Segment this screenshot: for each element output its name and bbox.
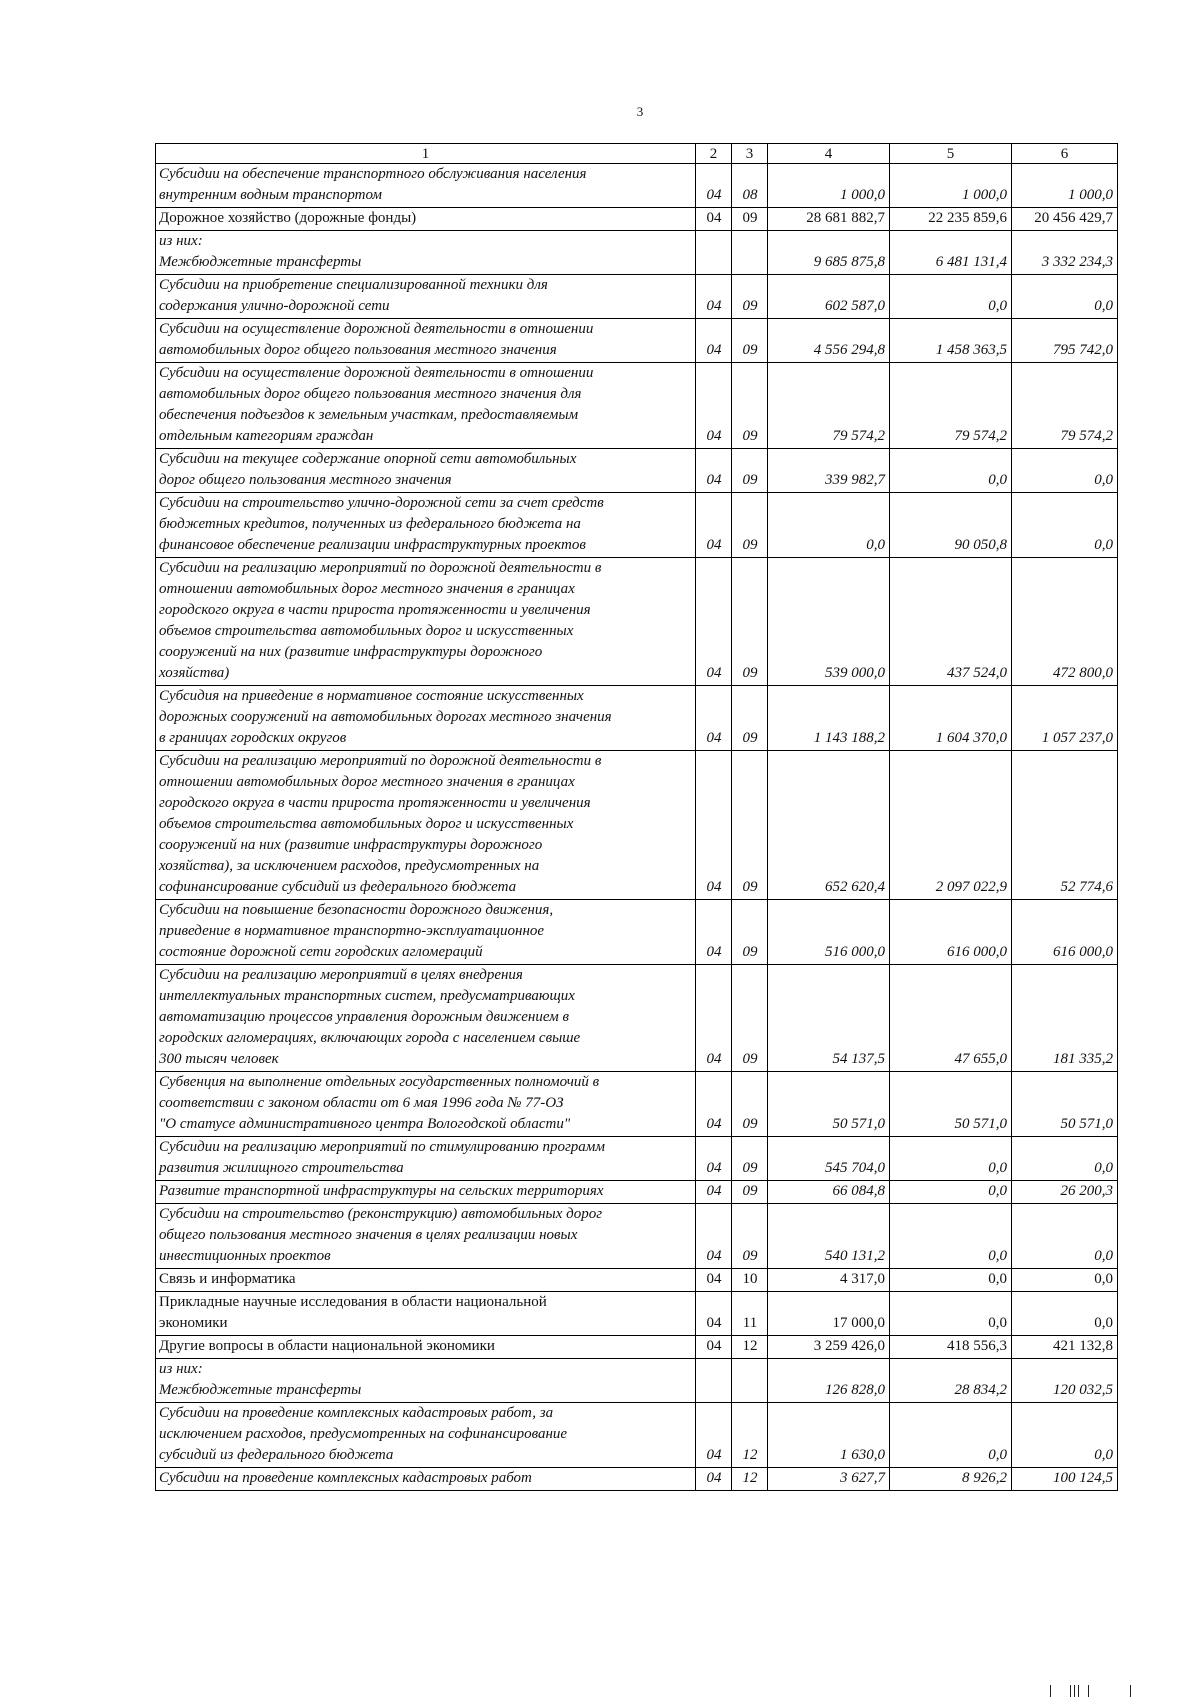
row-value-col5: 437 524,0: [890, 558, 1012, 686]
row-subsection-code: 09: [732, 558, 768, 686]
table-row: [156, 1181, 1118, 1204]
row-subsection-code: 12: [732, 1403, 768, 1468]
row-section-code: 04: [696, 1403, 732, 1468]
row-value-col5: 1 604 370,0: [890, 686, 1012, 751]
row-value-col5: 0,0: [890, 449, 1012, 493]
row-subsection-code: 09: [732, 493, 768, 558]
table-row: [156, 686, 1118, 751]
row-name-cell: Связь и информатика: [156, 1269, 696, 1292]
row-value-col4: 602 587,0: [768, 275, 890, 319]
row-value-col4: 66 084,8: [768, 1181, 890, 1204]
table-row: [156, 965, 1118, 1072]
row-value-col5: 8 926,2: [890, 1468, 1012, 1491]
row-value-col4: 539 000,0: [768, 558, 890, 686]
row-value-col4: 516 000,0: [768, 900, 890, 965]
row-value-col4: 1 143 188,2: [768, 686, 890, 751]
row-value-col4: 9 685 875,8: [768, 231, 890, 275]
row-value-col4: 126 828,0: [768, 1359, 890, 1403]
row-value-col5: 22 235 859,6: [890, 208, 1012, 231]
row-subsection-code: 08: [732, 164, 768, 208]
row-section-code: 04: [696, 900, 732, 965]
row-value-col6: 616 000,0: [1012, 900, 1118, 965]
row-name-cell: Субсидии на проведение комплексных кадастровых работ, за исключением расходов, предусмотренных на софинансирование субсидий из федерального бюджета: [156, 1403, 696, 1468]
row-subsection-code: 09: [732, 319, 768, 363]
row-subsection-code: 09: [732, 1181, 768, 1204]
row-subsection-code: 09: [732, 275, 768, 319]
row-value-col4: 4 556 294,8: [768, 319, 890, 363]
row-value-col6: 0,0: [1012, 1137, 1118, 1181]
table-row: [156, 363, 1118, 449]
row-value-col6: 0,0: [1012, 1292, 1118, 1336]
row-value-col6: 120 032,5: [1012, 1359, 1118, 1403]
row-name-cell: Субсидии на обеспечение транспортного обслуживания населения внутренним водным транспортом: [156, 164, 696, 208]
row-section-code: 04: [696, 558, 732, 686]
row-name-cell: Субсидии на повышение безопасности дорожного движения, приведение в нормативное транспортно-эксплуатационное состояние дорожной сети городских агломераций: [156, 900, 696, 965]
row-subsection-code: 09: [732, 1137, 768, 1181]
table-row: [156, 1292, 1118, 1336]
row-value-col5: 0,0: [890, 1292, 1012, 1336]
col-header-6: 6: [1012, 144, 1118, 164]
row-name-cell: Прикладные научные исследования в области национальной экономики: [156, 1292, 696, 1336]
row-value-col6: 421 132,8: [1012, 1336, 1118, 1359]
row-subsection-code: 09: [732, 208, 768, 231]
row-section-code: 04: [696, 965, 732, 1072]
row-name-cell: из них: Межбюджетные трансферты: [156, 231, 696, 275]
row-value-col5: 0,0: [890, 275, 1012, 319]
row-value-col6: 20 456 429,7: [1012, 208, 1118, 231]
row-name-cell: Другие вопросы в области национальной экономики: [156, 1336, 696, 1359]
row-value-col6: 100 124,5: [1012, 1468, 1118, 1491]
row-value-col6: 3 332 234,3: [1012, 231, 1118, 275]
row-section-code: 04: [696, 686, 732, 751]
row-name-cell: Субсидии на реализацию мероприятий по стимулированию программ развития жилищного строительства: [156, 1137, 696, 1181]
row-section-code: 04: [696, 751, 732, 900]
row-name-cell: Развитие транспортной инфраструктуры на сельских территориях: [156, 1181, 696, 1204]
table-row: [156, 208, 1118, 231]
row-section-code: 04: [696, 208, 732, 231]
row-name-cell: Субсидии на текущее содержание опорной сети автомобильных дорог общего пользования местного значения: [156, 449, 696, 493]
row-value-col5: 6 481 131,4: [890, 231, 1012, 275]
table-row: [156, 1359, 1118, 1403]
row-value-col5: 0,0: [890, 1204, 1012, 1269]
row-section-code: 04: [696, 1137, 732, 1181]
row-value-col6: 1 000,0: [1012, 164, 1118, 208]
row-value-col4: 17 000,0: [768, 1292, 890, 1336]
row-subsection-code: 12: [732, 1468, 768, 1491]
table-row: [156, 449, 1118, 493]
row-value-col6: 1 057 237,0: [1012, 686, 1118, 751]
table-body: [156, 164, 1118, 1491]
row-section-code: 04: [696, 164, 732, 208]
row-value-col5: 2 097 022,9: [890, 751, 1012, 900]
row-section-code: 04: [696, 1072, 732, 1137]
row-name-cell: Субсидии на проведение комплексных кадастровых работ: [156, 1468, 696, 1491]
row-value-col4: 339 982,7: [768, 449, 890, 493]
row-section-code: 04: [696, 1204, 732, 1269]
table-row: [156, 1468, 1118, 1491]
row-value-col6: 0,0: [1012, 493, 1118, 558]
row-subsection-code: 10: [732, 1269, 768, 1292]
row-subsection-code: [732, 231, 768, 275]
row-value-col6: 472 800,0: [1012, 558, 1118, 686]
row-value-col5: 1 000,0: [890, 164, 1012, 208]
row-value-col4: 652 620,4: [768, 751, 890, 900]
row-value-col4: 79 574,2: [768, 363, 890, 449]
row-value-col6: 0,0: [1012, 449, 1118, 493]
row-subsection-code: 09: [732, 965, 768, 1072]
row-value-col5: 0,0: [890, 1403, 1012, 1468]
table-row: [156, 1403, 1118, 1468]
col-header-4: 4: [768, 144, 890, 164]
table-row: [156, 319, 1118, 363]
row-subsection-code: 09: [732, 751, 768, 900]
row-value-col5: 0,0: [890, 1181, 1012, 1204]
table-row: [156, 493, 1118, 558]
row-name-cell: Субсидии на осуществление дорожной деятельности в отношении автомобильных дорог общего пользования местного значения: [156, 319, 696, 363]
row-value-col5: 90 050,8: [890, 493, 1012, 558]
row-value-col6: 0,0: [1012, 275, 1118, 319]
row-value-col6: 0,0: [1012, 1204, 1118, 1269]
row-value-col4: 54 137,5: [768, 965, 890, 1072]
row-value-col4: 540 131,2: [768, 1204, 890, 1269]
col-header-5: 5: [890, 144, 1012, 164]
row-value-col6: 79 574,2: [1012, 363, 1118, 449]
row-value-col5: 47 655,0: [890, 965, 1012, 1072]
row-value-col6: 181 335,2: [1012, 965, 1118, 1072]
row-value-col5: 0,0: [890, 1137, 1012, 1181]
row-section-code: 04: [696, 363, 732, 449]
row-value-col4: 545 704,0: [768, 1137, 890, 1181]
row-value-col6: 26 200,3: [1012, 1181, 1118, 1204]
table-row: [156, 1072, 1118, 1137]
table-row: [156, 1204, 1118, 1269]
page-number: 3: [636, 104, 644, 119]
row-value-col6: 0,0: [1012, 1269, 1118, 1292]
row-value-col6: 0,0: [1012, 1403, 1118, 1468]
row-value-col6: 795 742,0: [1012, 319, 1118, 363]
row-section-code: 04: [696, 275, 732, 319]
row-section-code: 04: [696, 319, 732, 363]
col-header-3: 3: [732, 144, 768, 164]
col-header-1: 1: [156, 144, 696, 164]
row-subsection-code: 09: [732, 449, 768, 493]
row-name-cell: Субвенция на выполнение отдельных государственных полномочий в соответствии с законом области от 6 мая 1996 года № 77-ОЗ "О статусе административного центра Вологодской области": [156, 1072, 696, 1137]
row-value-col4: 0,0: [768, 493, 890, 558]
table-row: [156, 1269, 1118, 1292]
col-header-2: 2: [696, 144, 732, 164]
row-value-col5: 1 458 363,5: [890, 319, 1012, 363]
row-value-col6: 50 571,0: [1012, 1072, 1118, 1137]
row-value-col5: 50 571,0: [890, 1072, 1012, 1137]
row-value-col5: 0,0: [890, 1269, 1012, 1292]
row-value-col5: 79 574,2: [890, 363, 1012, 449]
row-subsection-code: 09: [732, 363, 768, 449]
row-section-code: [696, 231, 732, 275]
row-subsection-code: 09: [732, 1204, 768, 1269]
row-name-cell: Субсидии на строительство (реконструкцию) автомобильных дорог общего пользования местного значения в целях реализации новых инвестиционных проектов: [156, 1204, 696, 1269]
row-value-col4: 28 681 882,7: [768, 208, 890, 231]
row-value-col5: 616 000,0: [890, 900, 1012, 965]
row-section-code: 04: [696, 1292, 732, 1336]
row-section-code: 04: [696, 493, 732, 558]
table-row: [156, 164, 1118, 208]
row-section-code: 04: [696, 1269, 732, 1292]
table-row: [156, 275, 1118, 319]
table-row: [156, 231, 1118, 275]
row-section-code: [696, 1359, 732, 1403]
row-name-cell: Субсидии на приобретение специализированной техники для содержания улично-дорожной сети: [156, 275, 696, 319]
row-name-cell: Субсидия на приведение в нормативное состояние искусственных дорожных сооружений на автомобильных дорогах местного значения в границах городских округов: [156, 686, 696, 751]
row-name-cell: Субсидии на строительство улично-дорожной сети за счет средств бюджетных кредитов, полученных из федерального бюджета на финансовое обеспечение реализации инфраструктурных проектов: [156, 493, 696, 558]
row-value-col4: 1 000,0: [768, 164, 890, 208]
row-section-code: 04: [696, 449, 732, 493]
row-value-col4: 3 259 426,0: [768, 1336, 890, 1359]
row-subsection-code: 09: [732, 686, 768, 751]
row-value-col4: 1 630,0: [768, 1403, 890, 1468]
row-subsection-code: 11: [732, 1292, 768, 1336]
row-name-cell: Субсидии на осуществление дорожной деятельности в отношении автомобильных дорог общего пользования местного значения для обеспечения подъездов к земельным участкам, предоставляемым отдельным категориям граждан: [156, 363, 696, 449]
row-section-code: 04: [696, 1181, 732, 1204]
row-name-cell: Субсидии на реализацию мероприятий в целях внедрения интеллектуальных транспортных систем, предусматривающих автоматизацию процессов управления дорожным движением в городских агломерациях, включающих города с населением свыше 300 тысяч человек: [156, 965, 696, 1072]
row-section-code: 04: [696, 1336, 732, 1359]
row-subsection-code: 09: [732, 1072, 768, 1137]
row-name-cell: Субсидии на реализацию мероприятий по дорожной деятельности в отношении автомобильных дорог местного значения в границах городского округа в части прироста протяженности и увеличения объемов строительства автомобильных дорог и искусственных сооружений на них (развитие инфраструктуры дорожного хозяйства), за исключением расходов, предусмотренных на софинансирование субсидий из федерального бюджета: [156, 751, 696, 900]
budget-table: [155, 143, 1118, 1491]
row-value-col6: 52 774,6: [1012, 751, 1118, 900]
scan-marks: [1050, 1685, 1170, 1697]
table-row: [156, 1336, 1118, 1359]
row-subsection-code: 12: [732, 1336, 768, 1359]
row-section-code: 04: [696, 1468, 732, 1491]
row-value-col4: 50 571,0: [768, 1072, 890, 1137]
row-value-col4: 3 627,7: [768, 1468, 890, 1491]
row-value-col4: 4 317,0: [768, 1269, 890, 1292]
table-row: [156, 900, 1118, 965]
row-subsection-code: [732, 1359, 768, 1403]
table-row: [156, 558, 1118, 686]
row-name-cell: Дорожное хозяйство (дорожные фонды): [156, 208, 696, 231]
row-name-cell: из них: Межбюджетные трансферты: [156, 1359, 696, 1403]
row-value-col5: 418 556,3: [890, 1336, 1012, 1359]
row-subsection-code: 09: [732, 900, 768, 965]
header-row: [156, 144, 1118, 164]
table-row: [156, 751, 1118, 900]
row-value-col5: 28 834,2: [890, 1359, 1012, 1403]
table-row: [156, 1137, 1118, 1181]
row-name-cell: Субсидии на реализацию мероприятий по дорожной деятельности в отношении автомобильных дорог местного значения в границах городского округа в части прироста протяженности и увеличения объемов строительства автомобильных дорог и искусственных сооружений на них (развитие инфраструктуры дорожного хозяйства): [156, 558, 696, 686]
